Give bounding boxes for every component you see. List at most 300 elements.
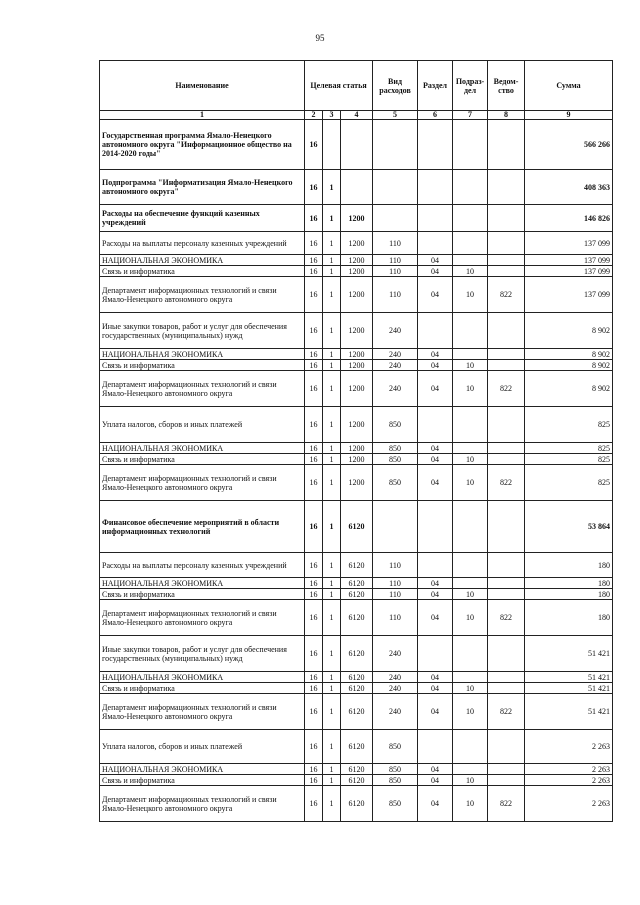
row-department: 822 [488,786,525,822]
header-row [100,61,613,111]
row-name: Связь и информатика [100,266,305,277]
row-amount: 180 [525,578,613,589]
row-amount: 51 421 [525,636,613,672]
row-department: 822 [488,371,525,407]
row-name: Уплата налогов, сборов и иных платежей [100,407,305,443]
row-target-direction: 1200 [341,443,373,454]
row-expense-type: 850 [373,465,418,501]
row-subsection: 10 [453,694,488,730]
row-subsection [453,501,488,553]
row-target-program: 16 [305,277,323,313]
table-row [100,360,613,371]
row-amount: 825 [525,465,613,501]
row-name: Государственная программа Ямало-Ненецкого автономного округа "Информационное общество на 2014-2020 годы" [100,120,305,170]
row-section: 04 [418,578,453,589]
row-name: Департамент информационных технологий и связи Ямало-Ненецкого автономного округа [100,371,305,407]
row-subsection: 10 [453,454,488,465]
row-department [488,683,525,694]
row-section: 04 [418,600,453,636]
row-section: 04 [418,786,453,822]
row-target-direction: 6120 [341,683,373,694]
row-target-program: 16 [305,255,323,266]
table-row [100,636,613,672]
table-row [100,232,613,255]
row-section [418,205,453,232]
row-amount: 8 902 [525,360,613,371]
row-target-program: 16 [305,454,323,465]
row-amount: 2 263 [525,764,613,775]
row-expense-type: 850 [373,775,418,786]
row-expense-type: 240 [373,672,418,683]
row-name: Департамент информационных технологий и связи Ямало-Ненецкого автономного округа [100,277,305,313]
row-section [418,553,453,578]
column-number: 9 [525,111,613,120]
table-row [100,786,613,822]
row-expense-type [373,205,418,232]
row-section [418,501,453,553]
row-section: 04 [418,694,453,730]
table-row [100,501,613,553]
row-subsection [453,764,488,775]
column-number: 5 [373,111,418,120]
row-name: Иные закупки товаров, работ и услуг для обеспечения государственных (муниципальных) нужд [100,636,305,672]
row-target-program: 16 [305,683,323,694]
row-department [488,313,525,349]
row-target-subprogram: 1 [323,589,341,600]
row-name: Департамент информационных технологий и связи Ямало-Ненецкого автономного округа [100,465,305,501]
table-row [100,407,613,443]
row-target-direction: 1200 [341,313,373,349]
row-expense-type: 850 [373,407,418,443]
row-target-subprogram: 1 [323,170,341,205]
row-target-subprogram: 1 [323,636,341,672]
table-row [100,775,613,786]
row-section: 04 [418,454,453,465]
table-row [100,672,613,683]
column-number: 2 [305,111,323,120]
row-amount: 180 [525,553,613,578]
row-subsection [453,255,488,266]
row-amount: 825 [525,407,613,443]
row-target-subprogram: 1 [323,205,341,232]
row-amount: 2 263 [525,730,613,764]
row-target-direction: 6120 [341,553,373,578]
row-target-program: 16 [305,232,323,255]
row-department [488,232,525,255]
row-subsection [453,120,488,170]
column-number: 7 [453,111,488,120]
row-target-program: 16 [305,407,323,443]
row-amount: 8 902 [525,371,613,407]
table-row [100,764,613,775]
row-department [488,553,525,578]
row-subsection [453,636,488,672]
row-target-direction: 1200 [341,266,373,277]
row-target-direction: 6120 [341,501,373,553]
row-department [488,501,525,553]
table-row [100,349,613,360]
page-number: 95 [315,33,325,43]
row-section: 04 [418,764,453,775]
row-subsection [453,730,488,764]
row-target-direction [341,120,373,170]
row-amount: 53 864 [525,501,613,553]
row-subsection [453,672,488,683]
row-department [488,443,525,454]
row-name: НАЦИОНАЛЬНАЯ ЭКОНОМИКА [100,578,305,589]
row-target-direction: 6120 [341,578,373,589]
row-expense-type: 110 [373,589,418,600]
row-subsection: 10 [453,683,488,694]
row-expense-type: 110 [373,255,418,266]
row-name: Связь и информатика [100,589,305,600]
table-body [100,120,613,822]
row-target-program: 16 [305,553,323,578]
row-expense-type: 240 [373,636,418,672]
row-target-subprogram: 1 [323,232,341,255]
table-row [100,730,613,764]
row-target-direction: 6120 [341,672,373,683]
row-subsection: 10 [453,465,488,501]
row-target-subprogram: 1 [323,371,341,407]
row-expense-type: 110 [373,578,418,589]
table-row [100,170,613,205]
row-expense-type: 850 [373,786,418,822]
row-target-direction: 1200 [341,349,373,360]
table-row [100,465,613,501]
row-target-direction: 6120 [341,775,373,786]
row-subsection [453,443,488,454]
row-subsection: 10 [453,371,488,407]
row-name: Расходы на обеспечение функций казенных учреждений [100,205,305,232]
row-target-direction: 6120 [341,764,373,775]
row-target-program: 16 [305,501,323,553]
row-target-subprogram: 1 [323,553,341,578]
row-name: НАЦИОНАЛЬНАЯ ЭКОНОМИКА [100,764,305,775]
row-target-program: 16 [305,313,323,349]
header-amount: Сумма [525,61,613,111]
row-name: Иные закупки товаров, работ и услуг для обеспечения государственных (муниципальных) нужд [100,313,305,349]
row-section: 04 [418,349,453,360]
row-section: 04 [418,465,453,501]
row-name: Департамент информационных технологий и связи Ямало-Ненецкого автономного округа [100,600,305,636]
row-expense-type: 240 [373,683,418,694]
row-subsection [453,232,488,255]
row-name: НАЦИОНАЛЬНАЯ ЭКОНОМИКА [100,255,305,266]
row-name: НАЦИОНАЛЬНАЯ ЭКОНОМИКА [100,349,305,360]
row-department [488,205,525,232]
row-amount: 146 826 [525,205,613,232]
row-section [418,170,453,205]
row-target-subprogram: 1 [323,266,341,277]
row-subsection: 10 [453,266,488,277]
table-row [100,589,613,600]
row-amount: 137 099 [525,277,613,313]
row-department [488,120,525,170]
row-target-subprogram: 1 [323,277,341,313]
row-expense-type [373,170,418,205]
budget-table [99,60,613,822]
row-department [488,349,525,360]
row-section: 04 [418,672,453,683]
row-name: Департамент информационных технологий и связи Ямало-Ненецкого автономного округа [100,786,305,822]
row-target-program: 16 [305,120,323,170]
row-target-program: 16 [305,465,323,501]
row-department: 822 [488,277,525,313]
header-target: Целевая статья [305,61,373,111]
row-department: 822 [488,694,525,730]
row-subsection [453,205,488,232]
row-department [488,589,525,600]
table-row [100,313,613,349]
row-subsection: 10 [453,277,488,313]
row-amount: 137 099 [525,266,613,277]
row-amount: 408 363 [525,170,613,205]
row-target-direction: 1200 [341,277,373,313]
table-row [100,255,613,266]
row-department [488,407,525,443]
row-target-direction [341,170,373,205]
row-department [488,764,525,775]
row-section: 04 [418,277,453,313]
column-number: 8 [488,111,525,120]
row-department [488,255,525,266]
table-row [100,205,613,232]
row-department [488,672,525,683]
row-expense-type: 240 [373,313,418,349]
row-target-direction: 1200 [341,205,373,232]
row-expense-type: 850 [373,730,418,764]
row-name: Департамент информационных технологий и связи Ямало-Ненецкого автономного округа [100,694,305,730]
row-expense-type: 850 [373,764,418,775]
row-amount: 137 099 [525,255,613,266]
row-subsection: 10 [453,360,488,371]
table-row [100,266,613,277]
row-amount: 137 099 [525,232,613,255]
row-subsection [453,407,488,443]
row-target-program: 16 [305,764,323,775]
row-amount: 51 421 [525,694,613,730]
column-number: 6 [418,111,453,120]
row-section: 04 [418,683,453,694]
row-section: 04 [418,360,453,371]
row-amount: 51 421 [525,683,613,694]
row-target-subprogram: 1 [323,683,341,694]
row-amount: 180 [525,600,613,636]
column-number: 3 [323,111,341,120]
row-target-subprogram: 1 [323,454,341,465]
row-subsection: 10 [453,600,488,636]
row-subsection [453,170,488,205]
row-target-program: 16 [305,349,323,360]
column-number: 1 [100,111,305,120]
row-subsection: 10 [453,786,488,822]
row-name: Уплата налогов, сборов и иных платежей [100,730,305,764]
row-subsection: 10 [453,775,488,786]
row-subsection [453,349,488,360]
row-expense-type: 850 [373,454,418,465]
table-row [100,371,613,407]
row-target-subprogram: 1 [323,764,341,775]
row-target-program: 16 [305,636,323,672]
row-name: НАЦИОНАЛЬНАЯ ЭКОНОМИКА [100,443,305,454]
row-amount: 825 [525,454,613,465]
header-section: Раздел [418,61,453,111]
row-department [488,454,525,465]
row-target-direction: 1200 [341,255,373,266]
table-row [100,578,613,589]
row-department [488,636,525,672]
row-target-program: 16 [305,371,323,407]
row-target-program: 16 [305,775,323,786]
row-name: Связь и информатика [100,775,305,786]
row-target-direction: 1200 [341,407,373,443]
table-row [100,600,613,636]
row-target-direction: 1200 [341,465,373,501]
row-target-subprogram: 1 [323,694,341,730]
header-name: Наименование [100,61,305,111]
row-name: Связь и информатика [100,454,305,465]
row-target-subprogram: 1 [323,672,341,683]
row-expense-type: 850 [373,443,418,454]
row-target-direction: 1200 [341,232,373,255]
row-section [418,313,453,349]
row-subsection [453,553,488,578]
row-amount: 51 421 [525,672,613,683]
row-target-program: 16 [305,694,323,730]
row-section: 04 [418,443,453,454]
row-name: Подпрограмма "Информатизация Ямало-Ненецкого автономного округа" [100,170,305,205]
row-target-subprogram [323,120,341,170]
row-target-direction: 6120 [341,730,373,764]
row-target-direction: 1200 [341,360,373,371]
row-expense-type: 240 [373,694,418,730]
row-target-direction: 6120 [341,786,373,822]
row-subsection [453,578,488,589]
row-target-direction: 6120 [341,589,373,600]
row-section [418,232,453,255]
row-target-subprogram: 1 [323,360,341,371]
row-target-program: 16 [305,266,323,277]
row-department [488,266,525,277]
row-amount: 566 266 [525,120,613,170]
table-row [100,683,613,694]
row-target-program: 16 [305,589,323,600]
row-expense-type: 110 [373,600,418,636]
row-section: 04 [418,266,453,277]
row-target-subprogram: 1 [323,407,341,443]
row-target-subprogram: 1 [323,443,341,454]
row-department [488,775,525,786]
row-expense-type: 110 [373,232,418,255]
row-department: 822 [488,600,525,636]
row-section: 04 [418,255,453,266]
row-target-direction: 6120 [341,694,373,730]
row-expense-type [373,120,418,170]
row-section: 04 [418,775,453,786]
header-expense-type: Вид расходов [373,61,418,111]
row-expense-type: 240 [373,371,418,407]
row-name: НАЦИОНАЛЬНАЯ ЭКОНОМИКА [100,672,305,683]
row-expense-type: 110 [373,277,418,313]
row-target-program: 16 [305,443,323,454]
row-target-direction: 6120 [341,600,373,636]
row-name: Связь и информатика [100,683,305,694]
row-target-program: 16 [305,730,323,764]
row-name: Расходы на выплаты персоналу казенных учреждений [100,232,305,255]
row-subsection: 10 [453,589,488,600]
row-target-subprogram: 1 [323,600,341,636]
table-row [100,454,613,465]
row-section [418,636,453,672]
table-row [100,277,613,313]
row-department [488,730,525,764]
row-expense-type: 240 [373,360,418,371]
row-target-program: 16 [305,205,323,232]
table-row [100,694,613,730]
row-target-direction: 6120 [341,636,373,672]
row-target-subprogram: 1 [323,255,341,266]
row-amount: 2 263 [525,786,613,822]
header-department: Ведом-ство [488,61,525,111]
row-name: Финансовое обеспечение мероприятий в области информационных технологий [100,501,305,553]
row-section: 04 [418,589,453,600]
column-number: 4 [341,111,373,120]
row-target-direction: 1200 [341,371,373,407]
row-amount: 8 902 [525,313,613,349]
row-department: 822 [488,465,525,501]
row-target-program: 16 [305,360,323,371]
table-row [100,443,613,454]
column-number-row [100,111,613,120]
row-target-direction: 1200 [341,454,373,465]
row-amount: 180 [525,589,613,600]
table-row [100,120,613,170]
row-target-program: 16 [305,786,323,822]
row-expense-type: 240 [373,349,418,360]
row-target-subprogram: 1 [323,465,341,501]
row-target-subprogram: 1 [323,501,341,553]
row-section: 04 [418,371,453,407]
row-section [418,730,453,764]
row-target-subprogram: 1 [323,730,341,764]
row-amount: 825 [525,443,613,454]
row-department [488,170,525,205]
row-target-program: 16 [305,672,323,683]
row-target-program: 16 [305,600,323,636]
row-expense-type: 110 [373,553,418,578]
row-department [488,360,525,371]
row-section [418,120,453,170]
row-department [488,578,525,589]
row-target-subprogram: 1 [323,786,341,822]
row-target-program: 16 [305,170,323,205]
row-target-subprogram: 1 [323,349,341,360]
row-section [418,407,453,443]
row-subsection [453,313,488,349]
row-target-subprogram: 1 [323,775,341,786]
row-amount: 2 263 [525,775,613,786]
row-expense-type [373,501,418,553]
row-amount: 8 902 [525,349,613,360]
row-target-program: 16 [305,578,323,589]
row-name: Расходы на выплаты персоналу казенных учреждений [100,553,305,578]
row-target-subprogram: 1 [323,313,341,349]
header-subsection: Подраз-дел [453,61,488,111]
row-expense-type: 110 [373,266,418,277]
row-target-subprogram: 1 [323,578,341,589]
row-name: Связь и информатика [100,360,305,371]
